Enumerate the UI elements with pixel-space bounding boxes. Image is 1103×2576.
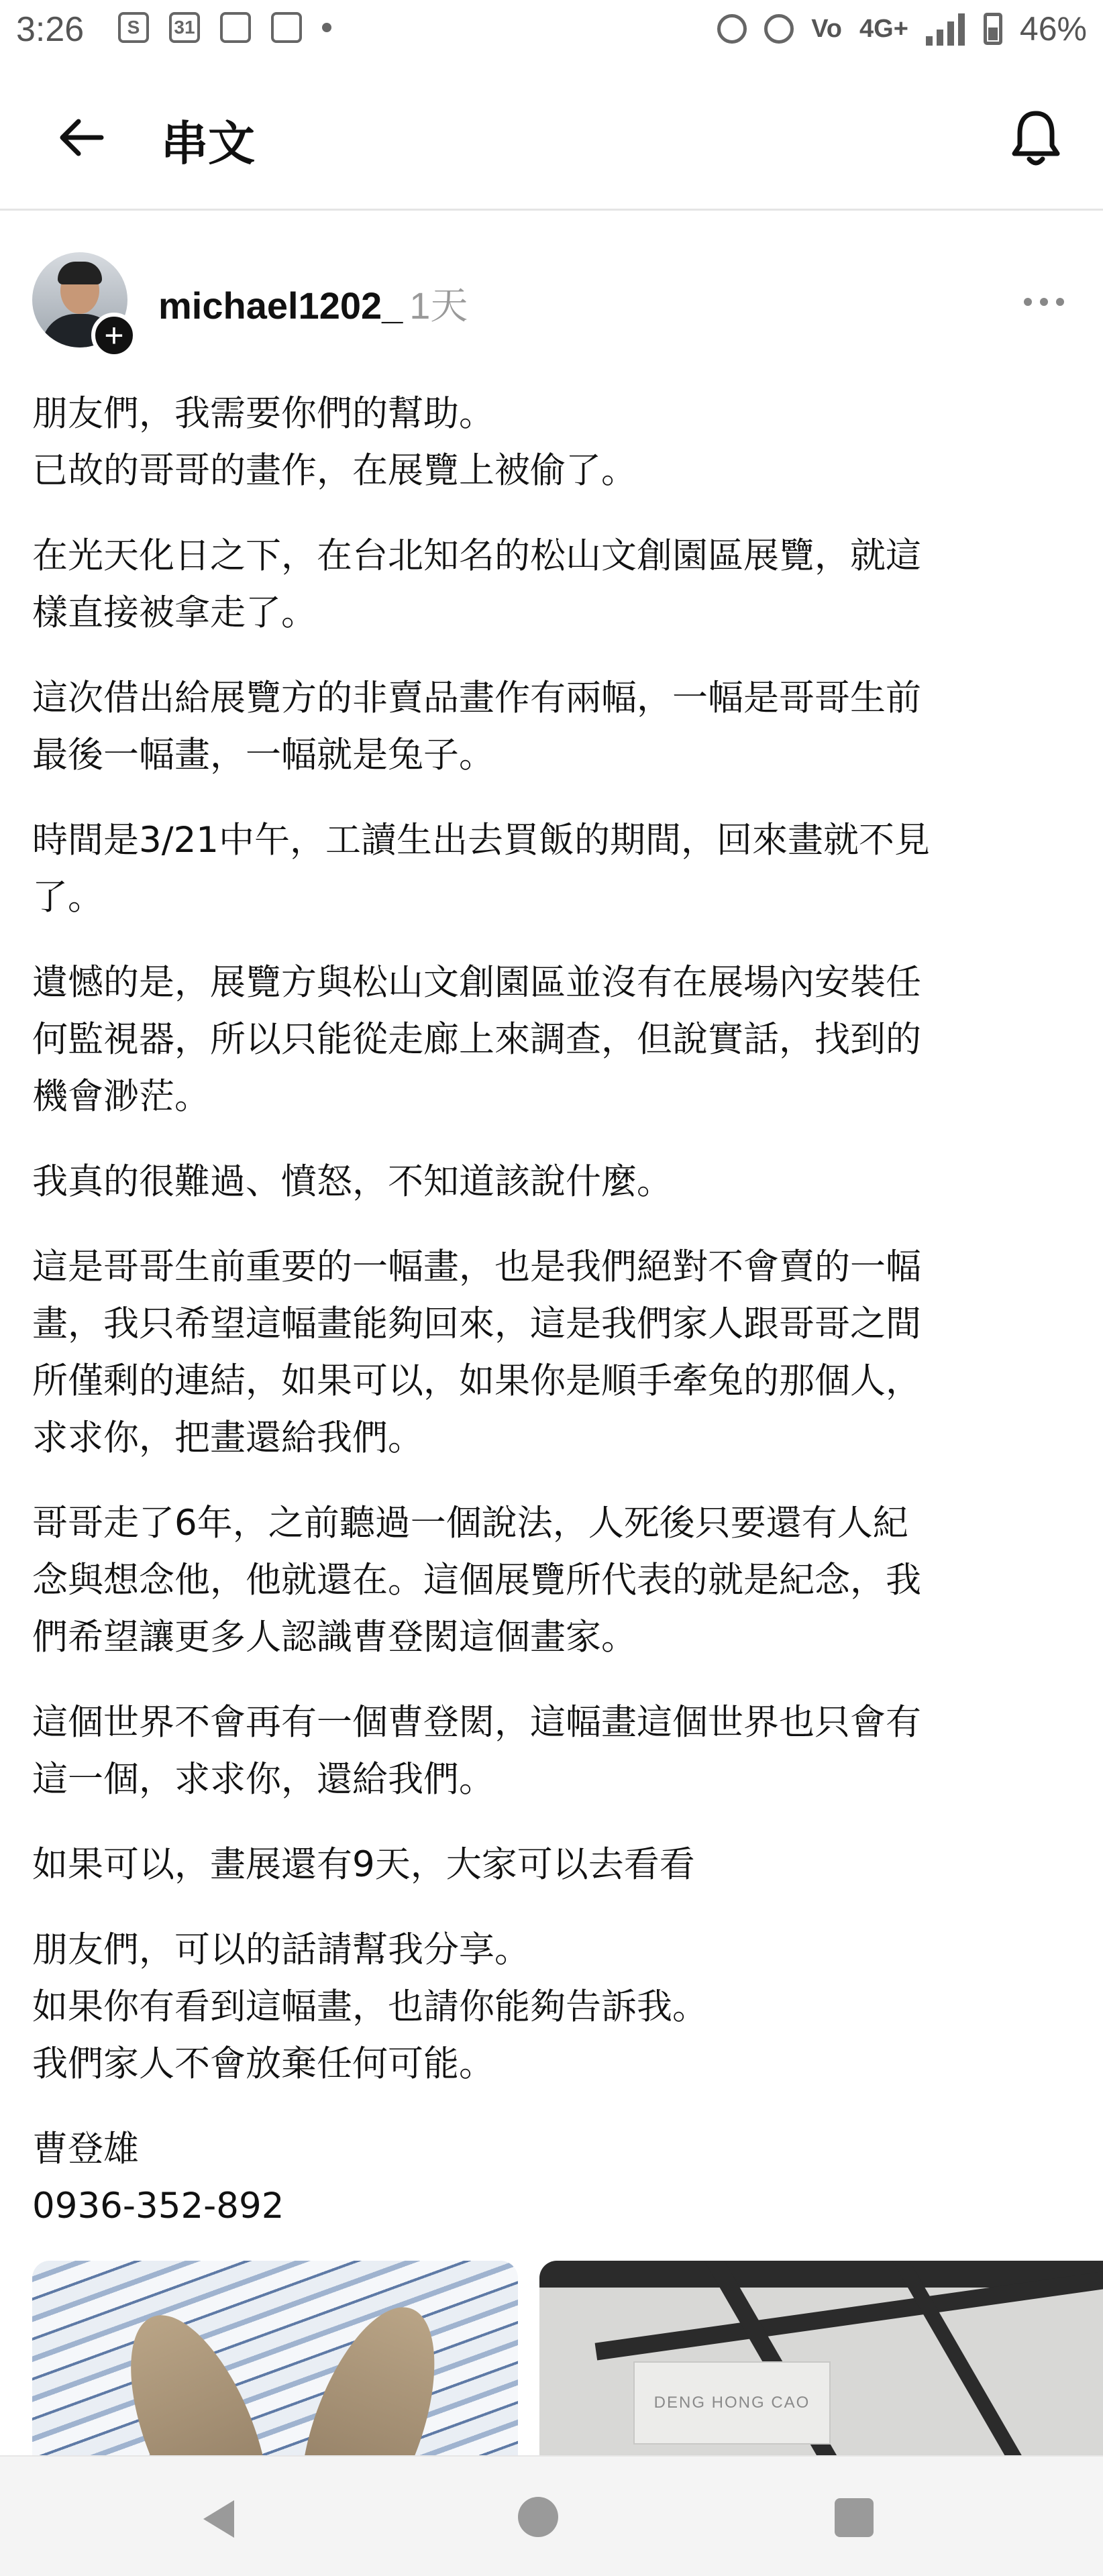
post-paragraph: 遺憾的是，展覽方與松山文創園區並沒有在展場內安裝任 何監視器，所以只能從走廊上來調查，但說實話，找到的 機會渺茫。 [32, 962, 921, 1117]
post-paragraph: 朋友們，可以的話請幫我分享。 如果你有看到這幅畫，也請你能夠告訴我。 我們家人不會放棄任何可能。 [32, 1929, 708, 2084]
image-icon [271, 12, 302, 43]
notification-icons [118, 12, 331, 43]
username[interactable]: michael1202_ [158, 284, 403, 327]
arrow-left-icon [57, 117, 104, 158]
network-type-icon: 4G+ [859, 14, 908, 43]
post-body [32, 385, 1065, 2263]
calendar-icon: 31 [169, 12, 200, 43]
page-title: 串文 [161, 116, 255, 171]
mute-icon [764, 14, 794, 44]
post-paragraph: 如果可以，畫展還有9天，大家可以去看看 [32, 1844, 695, 1885]
post-paragraph: 這次借出給展覽方的非賣品畫作有兩幅，一幅是哥哥生前 最後一幅畫，一幅就是兔子。 [32, 678, 921, 775]
plus-icon: + [104, 317, 124, 354]
post-paragraph: 在光天化日之下，在台北知名的松山文創園區展覽，就這 樣直接被拿走了。 [32, 535, 921, 633]
post-paragraph: 時間是3/21中午，工讀生出去買飯的期間，回來畫就不見 了。 [32, 820, 931, 918]
nav-home-button[interactable] [518, 2497, 558, 2537]
post-author[interactable] [158, 276, 468, 330]
battery-icon [984, 13, 1002, 45]
gallery-icon [220, 12, 251, 43]
status-time: 3:26 [16, 10, 85, 49]
exhibition-photo-image[interactable] [539, 2261, 1103, 2455]
system-nav-bar [0, 2455, 1103, 2576]
post-images[interactable] [32, 2261, 1103, 2455]
bell-icon [1009, 108, 1063, 168]
volte-icon: Vo [811, 14, 843, 43]
battery-level: 46% [1019, 10, 1087, 48]
notifications-button[interactable] [1002, 105, 1069, 172]
triangle-back-icon [199, 2498, 240, 2540]
more-notifications-icon [322, 23, 331, 32]
post-signature[interactable]: 曹登雄 0936-352-892 [32, 2129, 284, 2226]
nav-recents-button[interactable] [835, 2498, 874, 2537]
exhibition-sign: DENG HONG CAO [633, 2361, 831, 2445]
post-paragraph: 朋友們，我需要你們的幫助。 已故的哥哥的畫作，在展覽上被偷了。 [32, 393, 637, 491]
post-paragraph: 哥哥走了6年，之前聽過一個說法，人死後只要還有人紀 念與想念他，他就還在。這個展覽所代表的就是紀念，我 們希望讓更多人認識曹登閎這個畫家。 [32, 1503, 921, 1658]
status-bar [0, 0, 1103, 67]
post-paragraph: 我真的很難過、憤怒，不知道該說什麼。 [32, 1161, 672, 1202]
post-time: 1天 [409, 284, 468, 327]
post-paragraph: 這個世界不會再有一個曹登閎，這幅畫這個世界也只會有 這一個，求求你，還給我們。 [32, 1702, 921, 1800]
follow-button[interactable] [91, 313, 137, 358]
alarm-icon [717, 14, 747, 44]
system-icons [717, 9, 1087, 48]
back-button[interactable] [47, 107, 114, 168]
more-options-button[interactable] [1017, 288, 1071, 315]
more-icon [1024, 298, 1032, 306]
post-paragraph: 這是哥哥生前重要的一幅畫，也是我們絕對不會賣的一幅 畫，我只希望這幅畫能夠回來，這是我們家人跟哥哥之間 所僅剩的連結，如果可以，如果你是順手牽兔的那個人， 求求你，把畫還給我們。 [32, 1246, 921, 1458]
app-header [0, 67, 1103, 211]
shopping-bag-icon: S [118, 12, 149, 43]
signal-icon [926, 12, 966, 46]
rabbit-painting-image[interactable] [32, 2261, 518, 2455]
nav-back-button[interactable] [196, 2496, 243, 2542]
